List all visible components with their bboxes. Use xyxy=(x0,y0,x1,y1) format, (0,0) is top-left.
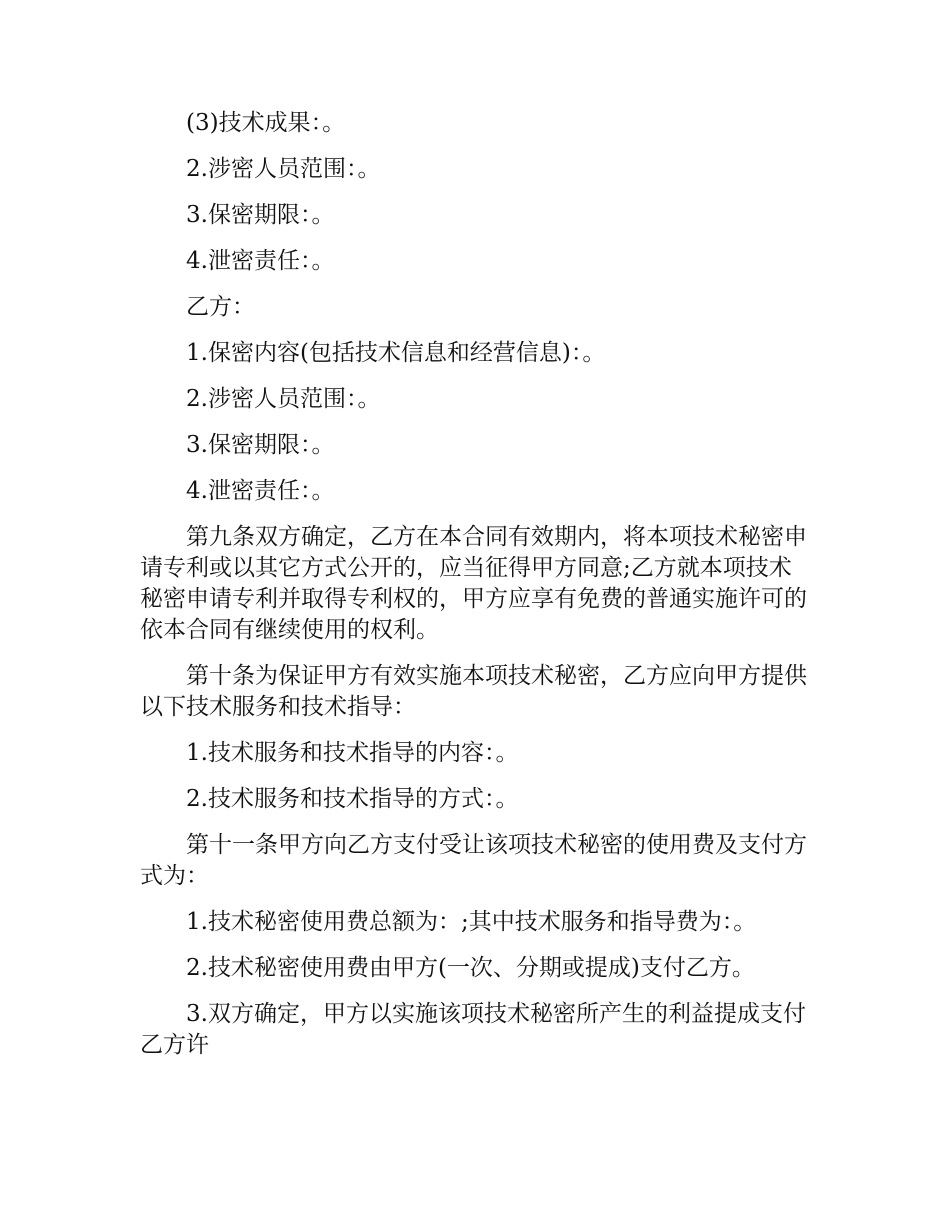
paragraph-article-10: 第十条为保证甲方有效实施本项技术秘密，乙方应向甲方提供以下技术服务和技术指导： xyxy=(140,663,807,720)
paragraph-total-fee: 1.技术秘密使用费总额为：;其中技术服务和指导费为：。 xyxy=(186,909,757,935)
paragraph-party-a-confidentiality-period: 3.保密期限：。 xyxy=(186,202,335,228)
paragraph-party-a-personnel-scope: 2.涉密人员范围：。 xyxy=(186,156,381,182)
paragraph-party-b-confidential-content: 1.保密内容(包括技术信息和经营信息)：。 xyxy=(186,340,606,366)
paragraph-service-method: 2.技术服务和技术指导的方式：。 xyxy=(186,786,519,812)
paragraph-party-b-confidentiality-period: 3.保密期限：。 xyxy=(186,432,335,458)
paragraph-party-b-personnel-scope: 2.涉密人员范围：。 xyxy=(186,386,381,412)
paragraph-party-b-leak-liability: 4.泄密责任：。 xyxy=(186,478,335,504)
paragraph-service-content: 1.技术服务和技术指导的内容：。 xyxy=(186,740,519,766)
paragraph-party-b-heading: 乙方： xyxy=(186,294,255,320)
paragraph-article-9: 第九条双方确定，乙方在本合同有效期内，将本项技术秘密申请专利或以其它方式公开的，应当征得甲方同意;乙方就本项技术秘密申请专利并取得专利权的，甲方应享有免费的普通实施许可的依本合同有继续使用的权利。 xyxy=(140,524,807,643)
paragraph-article-11: 第十一条甲方向乙方支付受让该项技术秘密的使用费及支付方式为： xyxy=(140,832,807,889)
document-body xyxy=(140,108,810,1076)
paragraph-party-a-leak-liability: 4.泄密责任：。 xyxy=(186,248,335,274)
paragraph-royalty-payment: 3.双方确定，甲方以实施该项技术秘密所产生的利益提成支付乙方许 xyxy=(140,1001,806,1058)
paragraph-technical-results: (3)技术成果：。 xyxy=(186,110,346,136)
paragraph-payment-method: 2.技术秘密使用费由甲方(一次、分期或提成)支付乙方。 xyxy=(186,955,755,981)
